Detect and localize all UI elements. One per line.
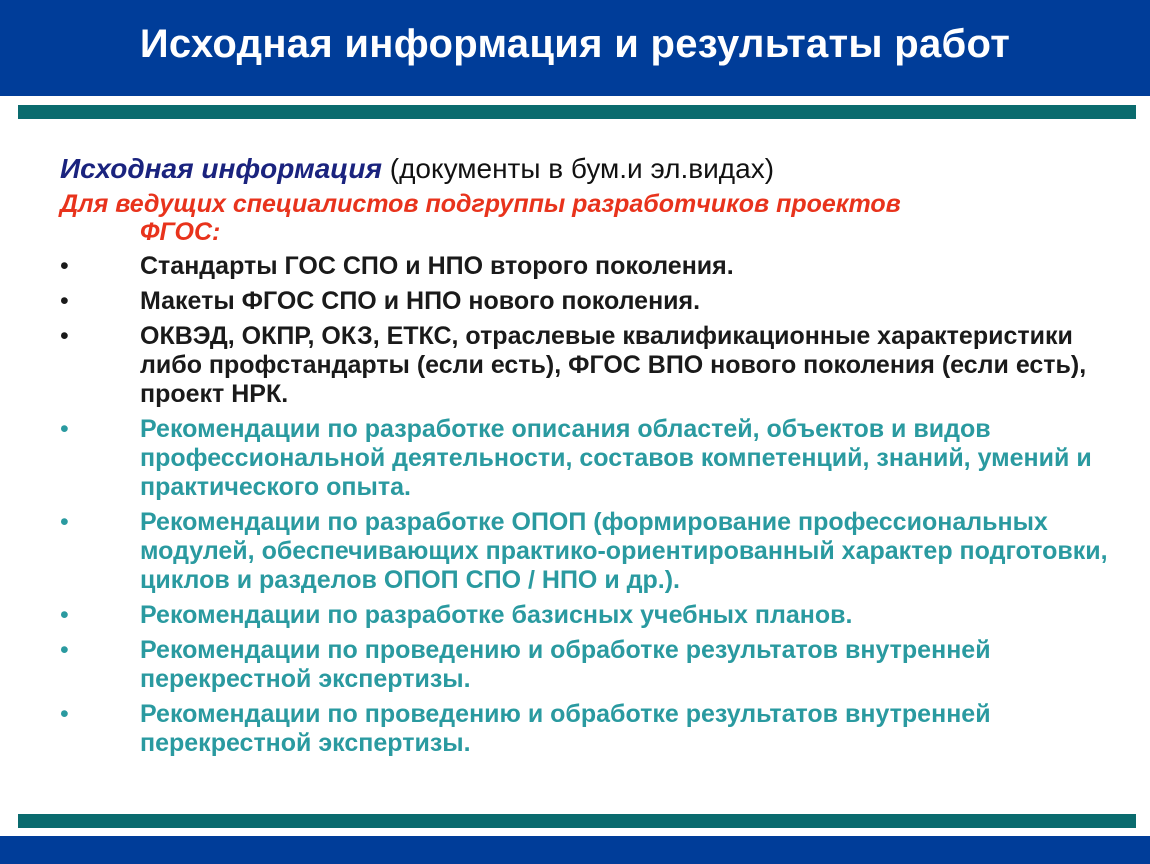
- intro-emphasis: Исходная информация: [60, 153, 382, 184]
- top-divider: [18, 105, 1136, 119]
- list-item: [60, 287, 1120, 316]
- list-item: [60, 252, 1120, 281]
- list-item: [60, 508, 1120, 595]
- intro-rest: (документы в бум.и эл.видах): [381, 153, 775, 184]
- list-item: [60, 636, 1120, 694]
- bullet-icon: •: [60, 636, 69, 664]
- bullet-icon: •: [60, 287, 69, 315]
- list-item-text: Макеты ФГОС СПО и НПО нового поколения.: [140, 287, 701, 315]
- list-item: [60, 601, 1120, 630]
- intro-line: [60, 150, 1120, 188]
- list-item-text: Рекомендации по проведению и обработке результатов внутренней перекрестной экспертизы.: [140, 636, 991, 693]
- slide-content: [60, 150, 1120, 764]
- subheading-line-1: Для ведущих специалистов подгруппы разработчиков проектов: [60, 190, 901, 218]
- footer-bar: [0, 836, 1150, 864]
- subheading: [60, 190, 1120, 246]
- bullet-icon: •: [60, 508, 69, 536]
- list-item-text: Стандарты ГОС СПО и НПО второго поколения.: [140, 252, 734, 280]
- list-item-text: Рекомендации по разработке базисных учебных планов.: [140, 601, 853, 629]
- list-item-text: Рекомендации по проведению и обработке результатов внутренней перекрестной экспертизы.: [140, 700, 991, 757]
- bullet-icon: •: [60, 700, 69, 728]
- bullet-icon: •: [60, 252, 69, 280]
- bullet-icon: •: [60, 322, 69, 350]
- list-item-text: Рекомендации по разработке описания областей, объектов и видов профессиональной деятельности, составов компетенций, знаний, умений и практического опыта.: [140, 415, 1092, 501]
- bullet-icon: •: [60, 415, 69, 443]
- list-item: [60, 700, 1120, 758]
- slide-title: Исходная информация и результаты работ: [139, 22, 1011, 66]
- bottom-divider: [18, 814, 1136, 828]
- list-item: [60, 415, 1120, 502]
- list-item-text: ОКВЭД, ОКПР, ОКЗ, ЕТКС, отраслевые квалификационные характеристики либо профстандарты (если есть), ФГОС ВПО нового поколения (если есть), проект НРК.: [140, 322, 1087, 408]
- list-item: [60, 322, 1120, 409]
- bullet-list: [60, 252, 1120, 758]
- bullet-icon: •: [60, 601, 69, 629]
- subheading-line-2: ФГОС:: [140, 218, 221, 246]
- list-item-text: Рекомендации по разработке ОПОП (формирование профессиональных модулей, обеспечивающих практико-ориентированный характер подготовки, циклов и разделов ОПОП СПО / НПО и др.).: [140, 508, 1108, 594]
